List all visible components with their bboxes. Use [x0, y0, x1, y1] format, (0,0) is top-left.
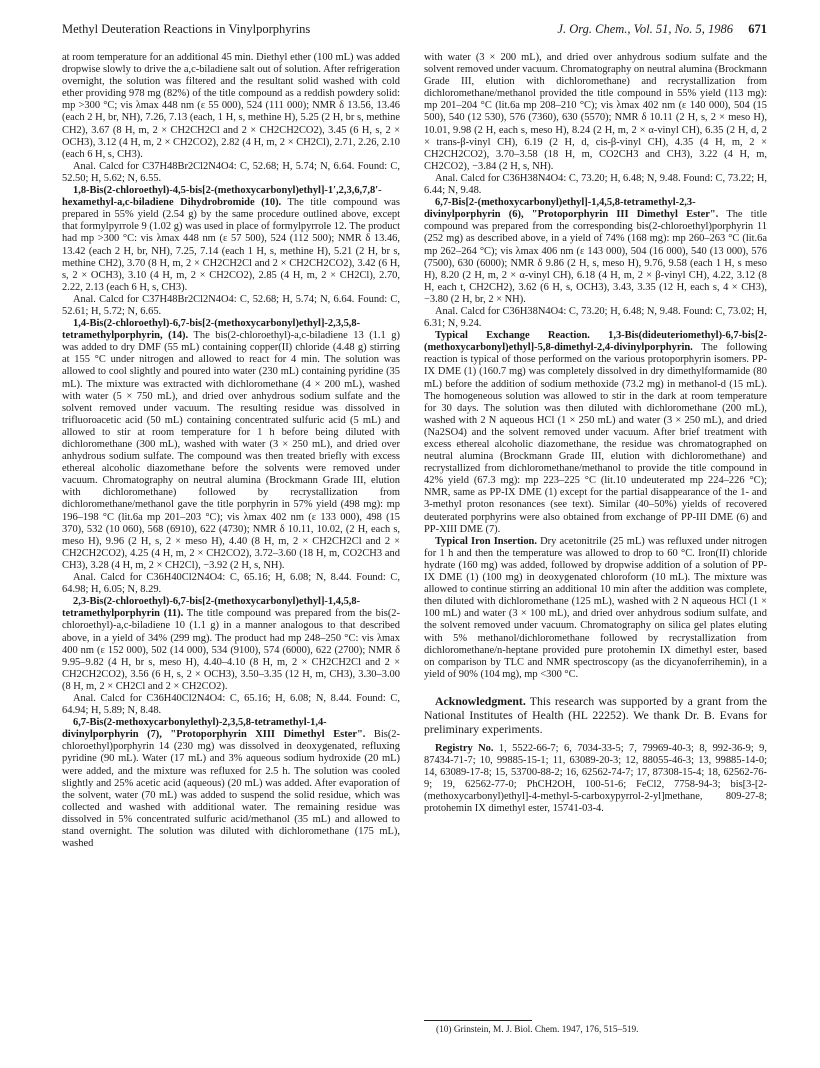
exchange-heading: Typical Exchange Reaction. 1,3-Bis(dideuteriomethyl)-6,7-bis[2-(methoxycarbonyl)ethyl]-5,8-dimethyl-2,4-divinylporphyrin.	[424, 330, 767, 354]
footnote-divider	[424, 1020, 532, 1021]
compound-body: The title compound was prepared in 55% yield (2.54 g) by the same procedure outlined above, except that formylpyrrole 9 (1.02 g) was used in place of formylpyrrole 12. The product had mp >300 °C: vis λmax 448 nm (ε 57 500), 524 (112 500); NMR δ 13.46, 13.42 (each 2 H, br, NH), 7.25, 7.14 (each 1 H, s, methine H), 5.21 (2 H, br s, methine CH2), 3.70 (8 H, m, 2 × CH2CH2Cl and 2 × CH2CH2CO2), 3.42 (6 H, s, 2 × OCH3), 3.10 (4 H, m, 2 × CH2CO2), 2.85 (4 H, m, 2 × CH2Cl), 2.70, 2.22, 2.13 (each 6 H, s, CH3).	[62, 197, 400, 293]
compound-body: The title compound was prepared from the bis(2-chloroethyl)-a,c-biladiene 10 (1.1 g) in a manner analogous to that described above, in a yield of 34% (299 mg). The product had mp 248–250 °C: vis λmax 400 nm (ε 152 000), 502 (14 000), 534 (9100), 574 (6000), 622 (2700); NMR δ 9.95–9.82 (4 H, br s, meso H), 4.40–4.10 (8 H, m, 2 × CH2CH2Cl and 2 × CH2CH2CO2), 3.56 (6 H, s, 2 × OCH3), 3.50–3.35 (12 H, m, CH3), 3.30–3.00 (8 H, m, 2 × CH2Cl and 2 × CH2CO2).	[62, 608, 400, 692]
analysis-paragraph: Anal. Calcd for C36H38N4O4: C, 73.20; H, 6.48; N, 9.48. Found: C, 73.02; H, 6.31; N, 9.24.	[424, 305, 767, 330]
iron-insertion-body: Dry acetonitrile (25 mL) was refluxed under nitrogen for 1 h and then the temperature was allowed to drop to 60 °C. Iron(II) chloride hydrate (160 mg) was added, followed by dropwise addition of a solution of PP-IX DME (1) (100 mg) in deoxygenated chloroform (10 mL). The mixture was allowed to continue stirring an additional 10 min after the addition was complete, then diluted with dichloromethane (125 mL), washed with 2 N aqueous HCl (1 × 100 mL) and water (3 × 100 mL), and dried over anhydrous sodium sulfate, and the solvent removed under vacuum. Chromatography on silica gel plates eluting with 5% methanol/dichloromethane followed by recrystallization from dichloromethane/n-heptane provided pure protohemin IX dimethyl ester, based on comparison by TLC and NMR spectroscopy (as the dicyanoferrihemin), in a yield of 90% (104 mg), mp <300 °C.	[424, 535, 767, 680]
compound-body: Bis(2-chloroethyl)porphyrin 14 (230 mg) was dissolved in deoxygenated, refluxing pyridine (90 mL). Water (17 mL) and 3% aqueous sodium hydroxide (20 mL) were added, and the mixture was refluxed for 2.5 h. The solution was cooled slightly and 25% acetic acid (aqueous) (20 mL) was added. After evaporation of the solvent, water (70 mL) was added to suspend the solid residue, which was collected and washed with additional water. The remaining residue was dissolved in 5% concentrated sulfuric acid/methanol (35 mL) and allowed to stand overnight. The solution was diluted with dichloromethane (175 mL), washed	[62, 729, 400, 850]
compound-heading: 6,7-Bis[2-(methoxycarbonyl)ethyl]-1,4,5,8-tetramethyl-2,3-divinylporphyrin (6), "Protoporphyrin III Dimethyl Ester".	[424, 197, 719, 221]
compound-heading: 6,7-Bis(2-methoxycarbonylethyl)-2,3,5,8-tetramethyl-1,4-divinylporphyrin (7), "Protoporphyrin XIII Dimethyl Ester".	[62, 717, 366, 741]
compound-heading: 1,4-Bis(2-chloroethyl)-6,7-bis[2-(methoxycarbonyl)ethyl]-2,3,5,8-tetramethylporphyrin, (14).	[62, 318, 361, 342]
analysis-paragraph: Anal. Calcd for C36H40Cl2N4O4: C, 65.16; H, 6.08; N, 8.44. Found: C, 64.98; H, 6.05; N, 8.29.	[62, 572, 400, 596]
registry-body: 1, 5522-66-7; 6, 7034-33-5; 7, 79969-40-3; 8, 992-36-9; 9, 87434-71-7; 10, 99885-15-1; 11, 63089-20-3; 12, 88055-46-3; 13, 99885-14-0; 14, 63089-17-8; 15, 53700-88-2; 16, 62562-74-7; 17, 87308-15-4; 18, 62562-76-9; 19, 62562-77-0; PhCH2OH, 100-51-6; FeCl2, 7758-94-3; bis[3-[2-(methoxycarbonyl)ethyl]-4-methyl-5-carboxypyrrol-2-yl]methane, 809-27-8; protohemin IX dimethyl ester, 15741-03-4.	[424, 742, 768, 815]
compound-paragraph	[62, 318, 400, 572]
compound-heading: 2,3-Bis(2-chloroethyl)-6,7-bis[2-(methoxycarbonyl)ethyl]-1,4,5,8-tetramethylporphyrin (11).	[62, 596, 361, 620]
paragraph: at room temperature for an additional 45 min. Diethyl ether (100 mL) was added dropwise slowly to drive the a,c-biladiene salt out of solution. After refrigeration overnight, the solution was filtered and the resultant solid washed with cold ether providing 978 mg (82%) of the title compound as a reddish powdery solid: mp >300 °C; vis λmax 448 nm (ε 55 000), 524 (111 000); NMR δ 13.56, 13.46 (each 2 H, br, NH), 7.26, 7.13 (each, 1 H, s, methine H), 5.25 (2 H, br s, methine CH2), 3.67 (8 H, m, 2 × CH2CH2Cl and 2 × CH2CH2CO2), 3.45 (6 H, s, 2 × OCH3), 3.12 (4 H, m, 2 × CH2CO2), 2.82 (4 H, m, 2 × CH2Cl), 2.71, 2.26, 2.10 (each 6 H, s, CH3).	[62, 52, 400, 160]
footnote: (10) Grinstein, M. J. Biol. Chem. 1947, 176, 515–519.	[436, 1025, 639, 1035]
acknowledgment-heading: Acknowledgment.	[435, 693, 526, 708]
running-title: Methyl Deuteration Reactions in Vinylporphyrins	[62, 22, 311, 36]
compound-body: The title compound was prepared from the corresponding bis(2-chloroethyl)porphyrin 11 (252 mg) as described above, in a yield of 74% (168 mg): mp 260–263 °C (lit.6a mp 262–264 °C); vis λmax 406 nm (ε 143 000), 504 (16 000), 540 (13 000), 576 (7500), 630 (6000); NMR δ 9.86 (2 H, s, meso H), 9.76, 9.58 (each 1 H, s meso H), 8.20 (2 H, m, 2 × α-vinyl CH), 6.18 (4 H, m, 2 × β-vinyl CH), 4.22, 3.12 (8 H, each t, CH2CH2), 3.62 (6 H, s, OCH3), 3.43, 3.35 (12 H, each s, 4 × CH3), −3.80 (2 H, br, 2 × NH).	[424, 209, 767, 305]
iron-insertion-paragraph	[424, 536, 767, 681]
left-column	[62, 52, 400, 850]
right-column	[424, 52, 767, 815]
analysis-paragraph: Anal. Calcd for C36H40Cl2N4O4: C, 65.16; H, 6.08; N, 8.44. Found: C, 64.94; H, 5.89; N, 8.48.	[62, 692, 400, 717]
exchange-paragraph	[424, 330, 767, 536]
exchange-body: The following reaction is typical of those performed on the various protoporphyrin isomers. PP-IX DME (1) (160.7 mg) was completely dissolved in dry dimethylformamide (80 mL) before the addition of sodium methoxide (73.2 mg) in methanol-d (15 mL). The homogeneous solution was allowed to stir in the dark at room temperature for 30 days. The solution was then diluted with dichloromethane (200 mL), washed with 2 N aqueous HCl (1 × 250 mL) and water (3 × 250 mL), and dried (Na2SO4) and the solvent removed under vacuum. After brief treatment with excess ethereal alcoholic diazomethane, the residue was chromatographed on neutral alumina (Brockmann Grade III, elution with dichloromethane) and recrystallized from dichloromethane/methanol to provide the title compound in 42% yield (67.3 mg): mp 223–225 °C (lit.10 undeuterated mp 224–226 °C); NMR, same as PP-IX DME (1) except for the partial disappearance of the 1- and 3-methyl proton resonances (see text). Similar (40–50%) yields of recovered deuterated porphyrins were also obtained from exchange of PP-III DME (6) and PP-XIII DME (7).	[424, 342, 767, 535]
registry-heading: Registry No.	[435, 742, 494, 754]
compound-paragraph	[424, 197, 767, 306]
analysis-paragraph: Anal. Calcd for C37H48Br2Cl2N4O4: C, 52.68; H, 5.74; N, 6.64. Found: C, 52.50; H, 5.62; N, 6.55.	[62, 160, 400, 184]
journal-citation: J. Org. Chem., Vol. 51, No. 5, 1986	[557, 22, 733, 36]
iron-insertion-heading: Typical Iron Insertion.	[435, 535, 537, 547]
acknowledgment	[424, 695, 767, 737]
registry-numbers	[424, 743, 767, 816]
paragraph: with water (3 × 200 mL), and dried over anhydrous sodium sulfate and the solvent removed under vacuum. Chromatography on neutral alumina (Brockmann Grade III, elution with dichloromethane) and recrystallization from dichloromethane/methanol provided the title compound in 55% yield (113 mg): mp 201–204 °C (lit.6a mp 208–210 °C); vis λmax 402 nm (ε 140 000), 504 (15 500), 540 (12 530), 576 (7360), 630 (5570); NMR δ 10.11 (2 H, s, 2 × meso H), 10.01, 9.98 (2 H, each s, meso H), 8.24 (2 H, m, 2 × α-vinyl CH), 6.35 (2 H, d, 2 × trans-β-vinyl CH), 6.19 (2 H, d, cis-β-vinyl CH), 4.35 (4 H, m, 2 × CH2CH2CO2), 3.70–3.58 (18 H, m, CO2CH3 and CH3), 3.22 (4 H, m, CH2CO2), −3.84 (2 H, s, NH).	[424, 52, 767, 172]
compound-paragraph	[62, 717, 400, 850]
analysis-paragraph: Anal. Calcd for C37H48Br2Cl2N4O4: C, 52.68; H, 5.74; N, 6.64. Found: C, 52.61; H, 5.72; N, 6.65.	[62, 293, 400, 317]
compound-heading: 1,8-Bis(2-chloroethyl)-4,5-bis[2-(methoxycarbonyl)ethyl]-1′,2,3,6,7,8′-hexamethyl-a,c-biladiene Dihydrobromide (10).	[62, 185, 382, 209]
analysis-paragraph: Anal. Calcd for C36H38N4O4: C, 73.20; H, 6.48; N, 9.48. Found: C, 73.22; H, 6.44; N, 9.48.	[424, 172, 767, 197]
page-header	[62, 22, 767, 40]
page-number: 671	[748, 22, 767, 36]
acknowledgment-body: This research was supported by a grant from the National Institutes of Health (HL 22252). We thank Dr. B. Evans for preliminary experiments.	[424, 693, 767, 736]
compound-body: The bis(2-chloroethyl)-a,c-biladiene 13 (1.1 g) was added to dry DMF (55 mL) containing copper(II) chloride (4.48 g) stirring at 155 °C under nitrogen and allowed to react for 4 min. The solution was allowed to cool slightly and poured into water (230 mL) containing pyridine (35 mL). The mixture was extracted with dichloromethane (4 × 200 mL), washed with water (5 × 750 mL), and dried over anhydrous sodium sulfate and the solvent removed under vacuum. The resulting residue was dissolved in trifluoroacetic acid (50 mL) containing concentrated sulfuric acid (5 mL) and allowed to stir at room temperature for 1 h before being diluted with dichloromethane (300 mL), washed with water (3 × 250 mL), and dried over anhydrous sodium sulfate. The compound was then treated briefly with excess ethereal alcoholic diazomethane before the solvents were removed under vacuum. Chromatography on neutral alumina (Brockmann Grade III, elution with dichloromethane) followed by recrystallization from dichloromethane/methanol gave the title porphyrin in 57% yield (498 mg): mp 196–198 °C (lit.6a mp 201–203 °C); vis λmax 402 nm (ε 133 000), 498 (15 370), 532 (10 060), 568 (6910), 622 (4730); NMR δ 10.11, 10.02, (2 H, each s, meso H), 9.96 (2 H, s, 2 × meso H), 4.40 (8 H, m, 2 × CH2CH2Cl and 2 × CH2CH2CO2), 4.25 (4 H, m, 2 × CH2CO2), 3.72–3.60 (18 H, m, CO2CH3 and CH3), 3.28 (4 H, m, 2 × CH2Cl), −3.92 (2 H, s, NH).	[62, 330, 400, 571]
compound-paragraph	[62, 185, 400, 294]
compound-paragraph	[62, 596, 400, 693]
